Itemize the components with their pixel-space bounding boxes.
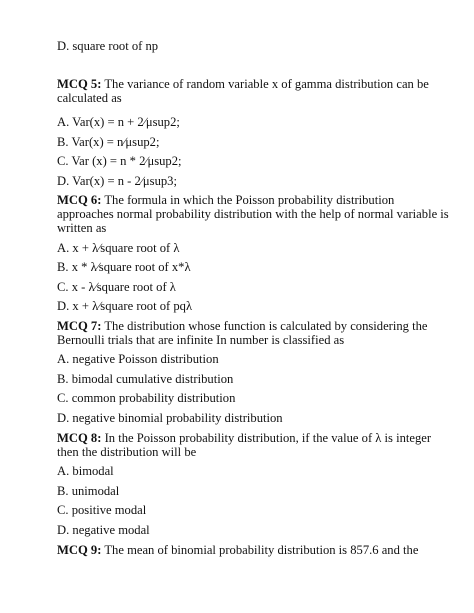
option-b: B. Var(x) = n∕μsup2; xyxy=(57,135,160,149)
option-c: C. x - λ∕square root of λ xyxy=(57,280,176,294)
option-a: A. x + λ∕square root of λ xyxy=(57,241,180,255)
option-d: D. x + λ∕square root of pqλ xyxy=(57,299,193,313)
question-text: The mean of binomial probability distribution is 857.6 and the xyxy=(101,543,419,557)
question-label: MCQ 6: xyxy=(57,193,102,207)
question-stem xyxy=(57,542,434,558)
question-text: In the Poisson probability distribution, if the value of λ is integer xyxy=(101,431,432,445)
option-a: A. negative Poisson distribution xyxy=(57,352,219,366)
option-b: B. bimodal cumulative distribution xyxy=(57,372,234,386)
question-label: MCQ 5: xyxy=(57,77,102,91)
option-d: D. negative binomial probability distribution xyxy=(57,411,283,425)
question-label: MCQ 9: xyxy=(57,543,102,557)
question-text-continued: approaches normal probability distribution with the help of normal variable is xyxy=(57,207,449,221)
option-c: C. Var (x) = n * 2∕μsup2; xyxy=(57,154,182,168)
option-c: C. common probability distribution xyxy=(57,391,236,405)
question-text-continued: Bernoulli trials that are infinite In number is classified as xyxy=(57,333,345,347)
question-text: The distribution whose function is calculated by considering the xyxy=(101,319,428,333)
question-text-continued: calculated as xyxy=(57,91,122,105)
question-text-continued: written as xyxy=(57,221,107,235)
question-label: MCQ 8: xyxy=(57,431,102,445)
question-text-continued: then the distribution will be xyxy=(57,445,197,459)
option-d: D. negative modal xyxy=(57,523,150,537)
option-c: C. positive modal xyxy=(57,503,147,517)
question-text: The variance of random variable x of gamma distribution can be xyxy=(101,77,429,91)
option-b: B. unimodal xyxy=(57,484,120,498)
option-b: B. x * λ∕square root of x*λ xyxy=(57,260,191,274)
option-a: A. bimodal xyxy=(57,464,114,478)
option-a: A. Var(x) = n + 2∕μsup2; xyxy=(57,115,180,129)
option-d: D. Var(x) = n - 2∕μsup3; xyxy=(57,174,177,188)
prev-option-d: D. square root of np xyxy=(57,39,159,53)
question-label: MCQ 7: xyxy=(57,319,102,333)
question-text: The formula in which the Poisson probability distribution xyxy=(101,193,395,207)
